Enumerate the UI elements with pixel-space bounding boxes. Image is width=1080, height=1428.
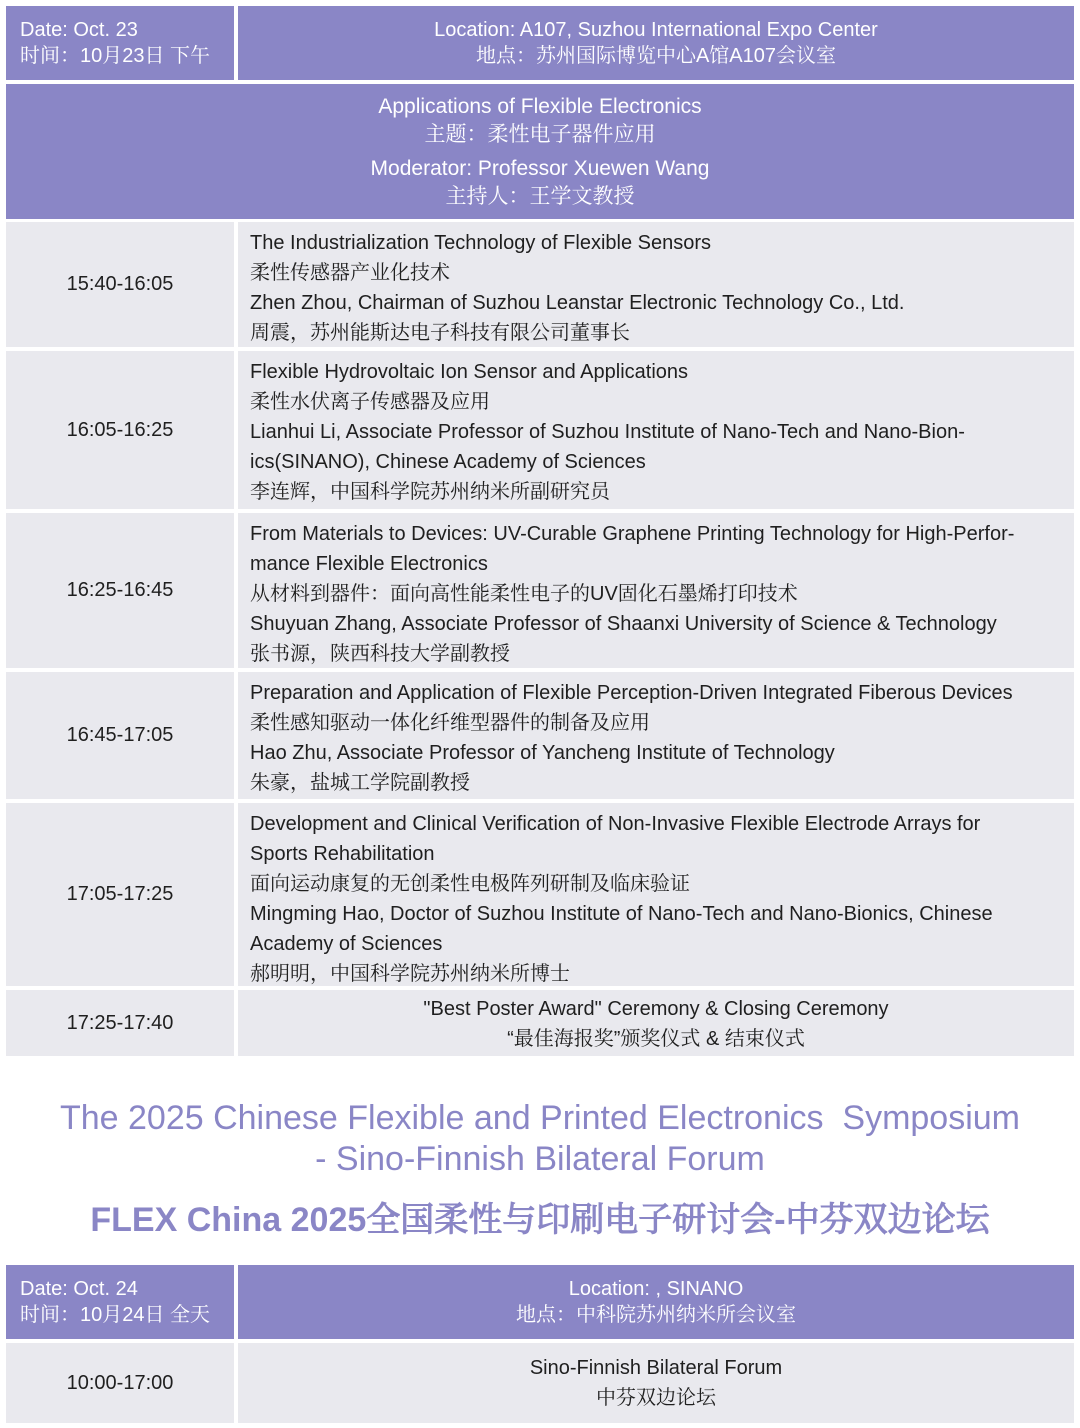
talk-speaker-cn: 朱豪，盐城工学院副教授 [250, 772, 470, 794]
session-topic-cn: 主题：柔性电子器件应用 [424, 122, 656, 146]
talk-title-en: From Materials to Devices: UV-Curable Graphene Printing Technology for High-Perfor- [250, 523, 1015, 545]
talk-speaker-en: Lianhui Li, Associate Professor of Suzhou Institute of Nano-Tech and Nano-Bion- [250, 421, 965, 443]
ceremony-title-cn: “最佳海报奖”颁奖仪式 & 结束仪式 [507, 1028, 805, 1050]
talk-title-cn: 柔性水伏离子传感器及应用 [250, 391, 490, 413]
agenda-talk [238, 351, 1074, 509]
day2-date-en: Date: Oct. 24 [20, 1278, 138, 1300]
talk-speaker-en-cont: ics(SINANO), Chinese Academy of Sciences [250, 451, 646, 473]
day1-date-cn: 时间：10月23日 下午 [20, 45, 211, 67]
forum-name-en: Sino-Finnish Bilateral Forum [529, 1357, 783, 1379]
ceremony-title-en: "Best Poster Award" Ceremony & Closing Ceremony [423, 998, 889, 1020]
talk-speaker-en: Hao Zhu, Associate Professor of Yancheng Institute of Technology [250, 742, 835, 764]
agenda-row [6, 803, 1074, 986]
talk-speaker-en: Shuyuan Zhang, Associate Professor of Shaanxi University of Science & Technology [250, 613, 997, 635]
talk-speaker-cn: 周震，苏州能斯达电子科技有限公司董事长 [250, 322, 630, 344]
agenda-time: 16:25-16:45 [6, 513, 234, 668]
agenda-row [6, 513, 1074, 668]
session-topic-en: Applications of Flexible Electronics [378, 94, 702, 118]
day2-date-cn: 时间：10月24日 全天 [20, 1304, 211, 1326]
talk-speaker-cn: 张书源，陕西科技大学副教授 [250, 643, 510, 665]
day2-location-cell [238, 1265, 1074, 1339]
day1-location-cell [238, 6, 1074, 80]
talk-title-en-cont: Sports Rehabilitation [250, 843, 435, 865]
talk-title-en: The Industrialization Technology of Flexible Sensors [250, 232, 711, 254]
agenda-time: 17:05-17:25 [6, 803, 234, 986]
day1-date-cell [6, 6, 234, 80]
talk-title-en-cont: mance Flexible Electronics [250, 553, 488, 575]
day1-location-cn: 地点：苏州国际博览中心A馆A107会议室 [475, 45, 837, 67]
day1-location-en: Location: A107, Suzhou International Expo Center [434, 19, 878, 41]
agenda-row [6, 222, 1074, 347]
agenda-time: 17:25-17:40 [6, 990, 234, 1056]
session-moderator-cn: 主持人：王学文教授 [445, 184, 635, 208]
agenda-time: 16:45-17:05 [6, 672, 234, 799]
talk-speaker-cn: 郝明明，中国科学院苏州纳米所博士 [250, 963, 570, 985]
agenda-talk [238, 513, 1074, 668]
agenda-talk [238, 803, 1074, 986]
agenda-row [6, 351, 1074, 509]
agenda-row [6, 672, 1074, 799]
day2-header [6, 1265, 1074, 1339]
day1-date-en: Date: Oct. 23 [20, 19, 138, 41]
symposium-title-en-line2: - Sino-Finnish Bilateral Forum [315, 1140, 765, 1178]
day2-location-en: Location: , SINANO [568, 1278, 744, 1300]
symposium-title-en [0, 1098, 1080, 1180]
agenda-time: 15:40-16:05 [6, 222, 234, 347]
talk-title-cn: 柔性传感器产业化技术 [250, 262, 450, 284]
talk-title-en: Development and Clinical Verification of Non-Invasive Flexible Electrode Arrays for [250, 813, 981, 835]
session-moderator-en: Moderator: Professor Xuewen Wang [370, 156, 710, 180]
forum-talk [238, 1343, 1074, 1423]
day2-location-cn: 地点：中科院苏州纳米所会议室 [516, 1304, 796, 1326]
talk-title-en: Preparation and Application of Flexible Perception-Driven Integrated Fiberous Devices [250, 682, 1013, 704]
day1-header [6, 6, 1074, 80]
talk-speaker-cn: 李连辉，中国科学院苏州纳米所副研究员 [250, 481, 610, 503]
talk-title-en: Flexible Hydrovoltaic Ion Sensor and Applications [250, 361, 689, 383]
day2-date-cell [6, 1265, 234, 1339]
forum-name-cn: 中芬双边论坛 [596, 1387, 716, 1409]
symposium-title-cn: FLEX China 2025全国柔性与印刷电子研讨会-中芬双边论坛 [90, 1201, 990, 1239]
forum-time: 10:00-17:00 [6, 1343, 234, 1423]
talk-speaker-en: Mingming Hao, Doctor of Suzhou Institute of Nano-Tech and Nano-Bionics, Chinese [250, 903, 993, 925]
talk-title-cn: 柔性感知驱动一体化纤维型器件的制备及应用 [250, 712, 650, 734]
talk-title-cn: 从材料到器件：面向高性能柔性电子的UV固化石墨烯打印技术 [250, 583, 798, 605]
agenda-talk [238, 222, 1074, 347]
talk-title-cn: 面向运动康复的无创柔性电极阵列研制及临床验证 [250, 873, 690, 895]
symposium-title-en-line1: The 2025 Chinese Flexible and Printed Electronics Symposium [59, 1099, 1021, 1137]
agenda-row [6, 990, 1074, 1056]
agenda-time: 16:05-16:25 [6, 351, 234, 509]
talk-speaker-en: Zhen Zhou, Chairman of Suzhou Leanstar Electronic Technology Co., Ltd. [250, 292, 905, 314]
agenda-talk [238, 672, 1074, 799]
agenda-talk [238, 990, 1074, 1056]
session-banner [6, 84, 1074, 219]
forum-row [6, 1343, 1074, 1423]
talk-speaker-en-cont: Academy of Sciences [250, 933, 443, 955]
